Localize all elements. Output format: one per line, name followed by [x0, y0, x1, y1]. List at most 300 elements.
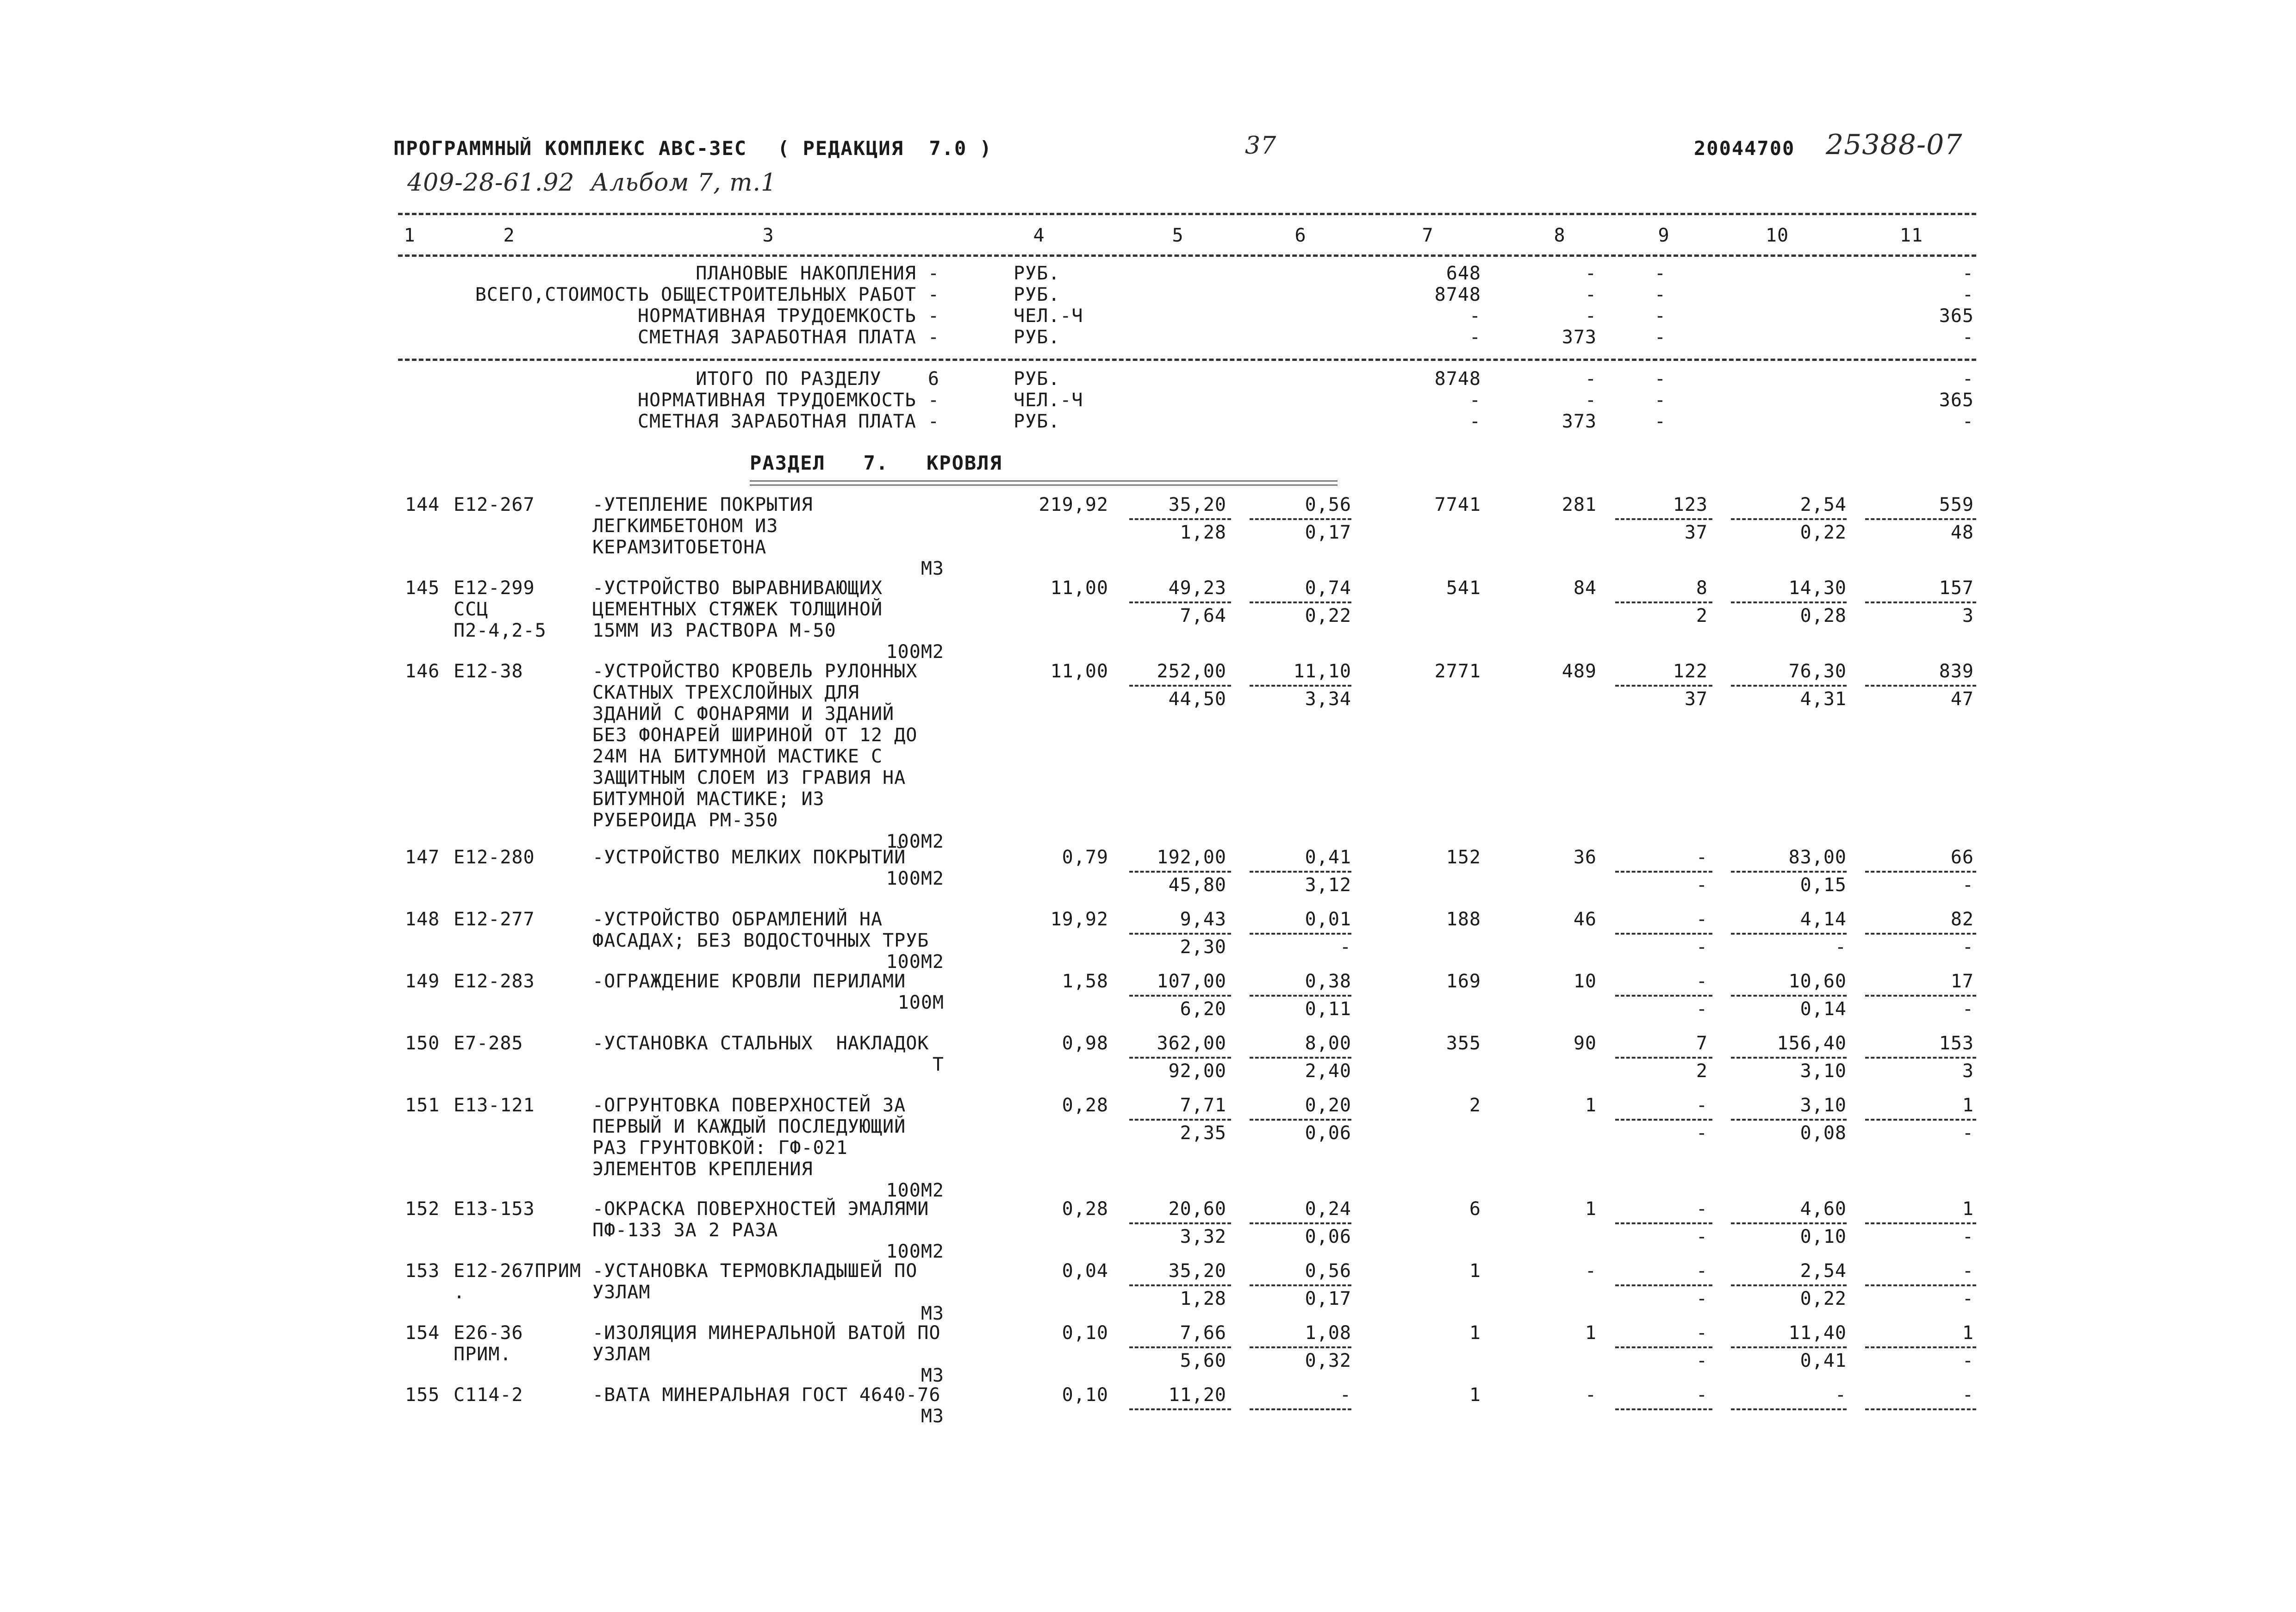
- row-col8: 1: [1585, 1198, 1597, 1220]
- row-number: 150: [405, 1033, 440, 1054]
- row-subrule: [1129, 1222, 1231, 1224]
- row-col5: 35,20: [1168, 494, 1226, 515]
- row-col4: 0,10: [1062, 1322, 1108, 1344]
- row-col4: 219,92: [1039, 494, 1108, 515]
- row-number: 144: [405, 494, 440, 515]
- row-col6: 0,56: [1305, 1260, 1351, 1282]
- row-col10-sub: 0,28: [1800, 605, 1847, 626]
- row-subrule: [1129, 685, 1231, 687]
- column-number: 7: [1422, 225, 1434, 246]
- row-col11: 66: [1950, 847, 1974, 868]
- row-subrule: [1865, 1346, 1976, 1348]
- row-col10: 11,40: [1788, 1322, 1847, 1344]
- row-col5: 107,00: [1157, 971, 1226, 992]
- column-number: 11: [1899, 225, 1923, 246]
- row-col6-sub: 3,34: [1305, 688, 1351, 710]
- row-subrule: [1865, 685, 1976, 687]
- row-col5: 252,00: [1157, 661, 1226, 682]
- row-subrule: [1250, 1284, 1351, 1286]
- row-col11: 559: [1939, 494, 1974, 515]
- row-col8: 84: [1573, 577, 1597, 599]
- row-description: -ОГРАЖДЕНИЕ КРОВЛИ ПЕРИЛАМИ: [592, 971, 906, 992]
- row-col5-sub: 6,20: [1180, 998, 1226, 1020]
- section-title: РАЗДЕЛ 7. КРОВЛЯ: [750, 452, 1002, 474]
- row-col9: 122: [1673, 661, 1708, 682]
- row-col9-sub: 2: [1696, 1060, 1708, 1082]
- row-col5: 192,00: [1157, 847, 1226, 868]
- row-subrule: [1615, 1346, 1712, 1348]
- row-col11: 17: [1950, 971, 1974, 992]
- row-description: УЗЛАМ: [592, 1282, 651, 1303]
- summary-col11: -: [1962, 263, 1974, 284]
- row-col10-sub: 4,31: [1800, 688, 1847, 710]
- row-col11-sub: -: [1962, 1226, 1974, 1247]
- row-col5-sub: 2,30: [1180, 936, 1226, 958]
- row-subrule: [1250, 1222, 1351, 1224]
- row-col6-sub: 2,40: [1305, 1060, 1351, 1082]
- row-subrule: [1731, 871, 1847, 873]
- row-col5: 35,20: [1168, 1260, 1226, 1282]
- row-col11-sub: -: [1962, 1288, 1974, 1309]
- row-col9-sub: -: [1696, 1122, 1708, 1144]
- row-col6: 0,56: [1305, 494, 1351, 515]
- row-col6: 0,38: [1305, 971, 1351, 992]
- summary-col8: -: [1585, 368, 1597, 390]
- row-col10-sub: 0,08: [1800, 1122, 1847, 1144]
- row-col5-sub: 3,32: [1180, 1226, 1226, 1247]
- row-description: БЕЗ ФОНАРЕЙ ШИРИНОЙ ОТ 12 ДО: [592, 725, 918, 746]
- row-col6: -: [1339, 1384, 1351, 1406]
- row-col10: 83,00: [1788, 847, 1847, 868]
- page-number: 37: [1245, 132, 1277, 160]
- row-description: -ВАТА МИНЕРАЛЬНАЯ ГОСТ 4640-76: [592, 1384, 941, 1406]
- row-col6: 0,24: [1305, 1198, 1351, 1220]
- row-col5-sub: 44,50: [1168, 688, 1226, 710]
- column-number: 5: [1172, 225, 1184, 246]
- row-col8: 90: [1573, 1033, 1597, 1054]
- row-col10: 156,40: [1777, 1033, 1847, 1054]
- row-col5-sub: 92,00: [1168, 1060, 1226, 1082]
- row-col6-sub: 0,32: [1305, 1350, 1351, 1371]
- row-col5-sub: 2,35: [1180, 1122, 1226, 1144]
- summary-col9: -: [1654, 263, 1666, 284]
- row-subrule: [1615, 933, 1712, 935]
- row-subrule: [1865, 518, 1976, 520]
- row-col9: -: [1696, 1322, 1708, 1344]
- row-col6: 0,20: [1305, 1095, 1351, 1116]
- row-col7: 169: [1446, 971, 1481, 992]
- row-col5-sub: 1,28: [1180, 522, 1226, 543]
- row-col11: 153: [1939, 1033, 1974, 1054]
- summary-col9: -: [1654, 284, 1666, 305]
- row-col10-sub: 3,10: [1800, 1060, 1847, 1082]
- row-col7: 1: [1469, 1260, 1481, 1282]
- row-col11: -: [1962, 1384, 1974, 1406]
- row-col7: 355: [1446, 1033, 1481, 1054]
- summary-unit: ЧЕЛ.-Ч: [1014, 390, 1083, 411]
- row-col4: 11,00: [1050, 577, 1108, 599]
- row-subrule: [1615, 518, 1712, 520]
- row-col9-sub: -: [1696, 936, 1708, 958]
- row-col8: -: [1585, 1260, 1597, 1282]
- summary-col8: -: [1585, 284, 1597, 305]
- row-col10-sub: 0,41: [1800, 1350, 1847, 1371]
- row-number: 154: [405, 1322, 440, 1344]
- row-col8: 1: [1585, 1095, 1597, 1116]
- row-col8: 489: [1562, 661, 1597, 682]
- row-subrule: [1129, 518, 1231, 520]
- row-description: -УСТАНОВКА СТАЛЬНЫХ НАКЛАДОК: [592, 1033, 929, 1054]
- row-col5: 20,60: [1168, 1198, 1226, 1220]
- row-col4: 19,92: [1050, 909, 1108, 930]
- row-col9: -: [1696, 1260, 1708, 1282]
- row-subrule: [1731, 1119, 1847, 1121]
- row-number: 149: [405, 971, 440, 992]
- row-code: Е12-283: [454, 971, 535, 992]
- row-subrule: [1250, 871, 1351, 873]
- row-unit: 100М2: [886, 641, 944, 663]
- row-col10: 10,60: [1788, 971, 1847, 992]
- edition-label: ( РЕДАКЦИЯ 7.0 ): [778, 137, 992, 160]
- column-number: 9: [1658, 225, 1670, 246]
- row-col6-sub: 0,06: [1305, 1226, 1351, 1247]
- row-col10-sub: -: [1835, 936, 1847, 958]
- row-col11-sub: -: [1962, 874, 1974, 896]
- row-subrule: [1865, 1408, 1976, 1410]
- row-col6-sub: 0,17: [1305, 1288, 1351, 1309]
- row-col6-sub: 0,11: [1305, 998, 1351, 1020]
- row-subrule: [1731, 933, 1847, 935]
- row-description: ЦЕМЕНТНЫХ СТЯЖЕК ТОЛЩИНОЙ: [592, 599, 883, 620]
- summary-col11: 365: [1939, 305, 1974, 327]
- summary-col7: 8748: [1434, 284, 1481, 305]
- row-subrule: [1615, 1119, 1712, 1121]
- row-col5: 7,66: [1180, 1322, 1226, 1344]
- row-col6-sub: 0,22: [1305, 605, 1351, 626]
- row-code: С114-2: [454, 1384, 523, 1406]
- row-unit: 100М: [897, 992, 944, 1013]
- row-col4: 0,04: [1062, 1260, 1108, 1282]
- row-col11-sub: -: [1962, 1122, 1974, 1144]
- row-description: БИТУМНОЙ МАСТИКЕ; ИЗ: [592, 788, 825, 810]
- row-subrule: [1865, 933, 1976, 935]
- row-description: -ОКРАСКА ПОВЕРХНОСТЕЙ ЭМАЛЯМИ: [592, 1198, 929, 1220]
- row-subrule: [1865, 1284, 1976, 1286]
- row-description: -УСТАНОВКА ТЕРМОВКЛАДЫШЕЙ ПО: [592, 1260, 918, 1282]
- row-subrule: [1615, 995, 1712, 997]
- row-number: 148: [405, 909, 440, 930]
- row-col6: 0,01: [1305, 909, 1351, 930]
- row-col10: 4,14: [1800, 909, 1847, 930]
- row-unit: 100М2: [886, 951, 944, 973]
- row-unit: М3: [921, 1365, 944, 1386]
- row-col7: 7741: [1434, 494, 1481, 515]
- row-number: 146: [405, 661, 440, 682]
- row-col7: 2771: [1434, 661, 1481, 682]
- row-col7: 188: [1446, 909, 1481, 930]
- summary-col7: 648: [1446, 263, 1481, 284]
- row-col4: 0,28: [1062, 1198, 1108, 1220]
- row-number: 152: [405, 1198, 440, 1220]
- row-subrule: [1129, 1408, 1231, 1410]
- row-unit: 100М2: [886, 1241, 944, 1262]
- summary-col11: -: [1962, 284, 1974, 305]
- row-unit: М3: [921, 1406, 944, 1427]
- row-description: КЕРАМЗИТОБЕТОНА: [592, 537, 767, 558]
- row-col6-sub: 3,12: [1305, 874, 1351, 896]
- row-col9-sub: 2: [1696, 605, 1708, 626]
- summary-col8: 373: [1562, 327, 1597, 348]
- row-col11: 157: [1939, 577, 1974, 599]
- row-description: -УСТРОЙСТВО КРОВЕЛЬ РУЛОННЫХ: [592, 661, 918, 682]
- row-description: УЗЛАМ: [592, 1344, 651, 1365]
- row-description: ПЕРВЫЙ И КАЖДЫЙ ПОСЛЕДУЮЩИЙ: [592, 1116, 906, 1137]
- row-description: -УТЕПЛЕНИЕ ПОКРЫТИЯ: [592, 494, 813, 515]
- row-subrule: [1731, 1408, 1847, 1410]
- row-col5-sub: 7,64: [1180, 605, 1226, 626]
- summary-separator: [398, 359, 1976, 361]
- summary-col9: -: [1654, 305, 1666, 327]
- handwritten-code: 25388-07: [1826, 129, 1963, 161]
- summary-col11: -: [1962, 368, 1974, 390]
- summary-unit: РУБ.: [1014, 368, 1060, 390]
- summary-col9: -: [1654, 368, 1666, 390]
- row-col7: 6: [1469, 1198, 1481, 1220]
- row-subrule: [1129, 601, 1231, 603]
- summary-label: ИТОГО ПО РАЗДЕЛУ 6: [696, 368, 940, 390]
- summary-col8: -: [1585, 390, 1597, 411]
- row-subrule: [1250, 685, 1351, 687]
- row-description: ЛЕГКИМБЕТОНОМ ИЗ: [592, 515, 778, 537]
- column-number: 6: [1294, 225, 1307, 246]
- row-col11-sub: -: [1962, 1350, 1974, 1371]
- row-number: 145: [405, 577, 440, 599]
- row-col11-sub: 3: [1962, 605, 1974, 626]
- column-number: 2: [503, 225, 515, 246]
- row-col11: 1: [1962, 1095, 1974, 1116]
- document-code: 20044700: [1694, 137, 1795, 160]
- row-code: Е12-277: [454, 909, 535, 930]
- row-number: 153: [405, 1260, 440, 1282]
- row-code: Е26-36: [454, 1322, 523, 1344]
- summary-unit: РУБ.: [1014, 327, 1060, 348]
- row-subrule: [1731, 601, 1847, 603]
- row-col5: 7,71: [1180, 1095, 1226, 1116]
- row-col11: 82: [1950, 909, 1974, 930]
- summary-col8: -: [1585, 263, 1597, 284]
- row-description: 15ММ ИЗ РАСТВОРА М-50: [592, 620, 836, 641]
- row-code: ССЦ: [454, 599, 489, 620]
- row-code: Е12-299: [454, 577, 535, 599]
- row-col7: 152: [1446, 847, 1481, 868]
- summary-col8: -: [1585, 305, 1597, 327]
- row-description: -УСТРОЙСТВО ВЫРАВНИВАЮЩИХ: [592, 577, 883, 599]
- row-col9: -: [1696, 1198, 1708, 1220]
- row-col9: 123: [1673, 494, 1708, 515]
- row-col8: -: [1585, 1384, 1597, 1406]
- row-subrule: [1129, 1119, 1231, 1121]
- row-subrule: [1129, 1346, 1231, 1348]
- row-subrule: [1615, 1408, 1712, 1410]
- summary-label: СМЕТНАЯ ЗАРАБОТНАЯ ПЛАТА -: [637, 327, 940, 348]
- row-subrule: [1731, 995, 1847, 997]
- row-description: СКАТНЫХ ТРЕХСЛОЙНЫХ ДЛЯ: [592, 682, 859, 703]
- row-code: П2-4,2-5: [454, 620, 547, 641]
- row-col6: 11,10: [1293, 661, 1351, 682]
- row-col10-sub: 0,10: [1800, 1226, 1847, 1247]
- summary-label: СМЕТНАЯ ЗАРАБОТНАЯ ПЛАТА -: [637, 411, 940, 432]
- summary-unit: РУБ.: [1014, 411, 1060, 432]
- row-unit: Т: [932, 1054, 944, 1075]
- row-col7: 1: [1469, 1384, 1481, 1406]
- summary-col7: 8748: [1434, 368, 1481, 390]
- row-code: Е13-153: [454, 1198, 535, 1220]
- row-col4: 0,28: [1062, 1095, 1108, 1116]
- row-description: -УСТРОЙСТВО ОБРАМЛЕНИЙ НА: [592, 909, 883, 930]
- row-subrule: [1865, 1057, 1976, 1059]
- row-col9-sub: 37: [1684, 522, 1708, 543]
- summary-col9: -: [1654, 390, 1666, 411]
- row-col8: 1: [1585, 1322, 1597, 1344]
- row-description: РАЗ ГРУНТОВКОЙ: ГФ-021: [592, 1137, 848, 1159]
- row-col7: 2: [1469, 1095, 1481, 1116]
- row-subrule: [1615, 1222, 1712, 1224]
- row-col5: 49,23: [1168, 577, 1226, 599]
- column-number: 8: [1554, 225, 1566, 246]
- summary-unit: ЧЕЛ.-Ч: [1014, 305, 1083, 327]
- row-col8: 46: [1573, 909, 1597, 930]
- row-code: Е13-121: [454, 1095, 535, 1116]
- summary-unit: РУБ.: [1014, 284, 1060, 305]
- column-number: 10: [1765, 225, 1789, 246]
- row-subrule: [1250, 933, 1351, 935]
- row-col9-sub: -: [1696, 998, 1708, 1020]
- summary-col7: -: [1469, 411, 1481, 432]
- row-col9-sub: 37: [1684, 688, 1708, 710]
- row-description: -ОГРУНТОВКА ПОВЕРХНОСТЕЙ ЗА: [592, 1095, 906, 1116]
- row-col11-sub: 48: [1950, 522, 1974, 543]
- row-code: Е12-267: [454, 494, 535, 515]
- row-subrule: [1250, 1346, 1351, 1348]
- row-subrule: [1865, 871, 1976, 873]
- row-subrule: [1250, 1057, 1351, 1059]
- row-col9-sub: -: [1696, 1350, 1708, 1371]
- row-col4: 0,10: [1062, 1384, 1108, 1406]
- row-col9-sub: -: [1696, 1288, 1708, 1309]
- row-subrule: [1615, 1057, 1712, 1059]
- row-subrule: [1250, 518, 1351, 520]
- row-subrule: [1731, 1284, 1847, 1286]
- row-subrule: [1250, 995, 1351, 997]
- row-col10: 3,10: [1800, 1095, 1847, 1116]
- row-description: ЗАЩИТНЫМ СЛОЕМ ИЗ ГРАВИЯ НА: [592, 767, 906, 788]
- row-code: Е12-38: [454, 661, 523, 682]
- row-col6: 0,41: [1305, 847, 1351, 868]
- summary-label: ВСЕГО,СТОИМОСТЬ ОБЩЕСТРОИТЕЛЬНЫХ РАБОТ -: [475, 284, 940, 305]
- row-subrule: [1250, 1408, 1351, 1410]
- row-subrule: [1250, 1119, 1351, 1121]
- summary-col8: 373: [1562, 411, 1597, 432]
- row-col5-sub: 45,80: [1168, 874, 1226, 896]
- row-number: 155: [405, 1384, 440, 1406]
- summary-label: НОРМАТИВНАЯ ТРУДОЕМКОСТЬ -: [637, 305, 940, 327]
- row-col10: 2,54: [1800, 1260, 1847, 1282]
- row-subrule: [1865, 601, 1976, 603]
- row-subrule: [1615, 871, 1712, 873]
- row-col6: 0,74: [1305, 577, 1351, 599]
- header-top-rule: [398, 213, 1976, 215]
- row-description: ЗДАНИЙ С ФОНАРЯМИ И ЗДАНИЙ: [592, 703, 895, 725]
- row-description: -УСТРОЙСТВО МЕЛКИХ ПОКРЫТИЙ: [592, 847, 906, 868]
- row-col11-sub: -: [1962, 998, 1974, 1020]
- column-number: 3: [762, 225, 774, 246]
- summary-label: ПЛАНОВЫЕ НАКОПЛЕНИЯ -: [696, 263, 940, 284]
- row-col10: -: [1835, 1384, 1847, 1406]
- row-description: 24М НА БИТУМНОЙ МАСТИКЕ С: [592, 746, 883, 767]
- album-note: 409-28-61.92 Альбом 7, т.1: [407, 169, 777, 197]
- summary-col7: -: [1469, 305, 1481, 327]
- row-col4: 11,00: [1050, 661, 1108, 682]
- summary-col11: -: [1962, 411, 1974, 432]
- row-subrule: [1129, 1284, 1231, 1286]
- row-subrule: [1731, 1346, 1847, 1348]
- row-col10-sub: 0,15: [1800, 874, 1847, 896]
- row-unit: 100М2: [886, 831, 944, 852]
- row-unit: М3: [921, 558, 944, 579]
- row-unit: 100М2: [886, 1180, 944, 1201]
- summary-unit: РУБ.: [1014, 263, 1060, 284]
- row-col6: 1,08: [1305, 1322, 1351, 1344]
- row-col6-sub: 0,06: [1305, 1122, 1351, 1144]
- header-bottom-rule: [398, 254, 1976, 257]
- row-col5: 9,43: [1180, 909, 1226, 930]
- row-col9-sub: -: [1696, 1226, 1708, 1247]
- row-code: Е12-267ПРИМ: [454, 1260, 581, 1282]
- row-col9: 8: [1696, 577, 1708, 599]
- summary-col7: -: [1469, 327, 1481, 348]
- row-code: Е12-280: [454, 847, 535, 868]
- row-col9: -: [1696, 971, 1708, 992]
- row-code: Е7-285: [454, 1033, 523, 1054]
- row-subrule: [1865, 1119, 1976, 1121]
- row-number: 151: [405, 1095, 440, 1116]
- row-subrule: [1129, 933, 1231, 935]
- row-description: -ИЗОЛЯЦИЯ МИНЕРАЛЬНОЙ ВАТОЙ ПО: [592, 1322, 941, 1344]
- summary-label: НОРМАТИВНАЯ ТРУДОЕМКОСТЬ -: [637, 390, 940, 411]
- row-col11-sub: 3: [1962, 1060, 1974, 1082]
- row-col11-sub: 47: [1950, 688, 1974, 710]
- row-subrule: [1615, 1284, 1712, 1286]
- row-col10: 76,30: [1788, 661, 1847, 682]
- row-col7: 1: [1469, 1322, 1481, 1344]
- row-col9: -: [1696, 847, 1708, 868]
- row-col11: -: [1962, 1260, 1974, 1282]
- summary-col11: -: [1962, 327, 1974, 348]
- row-col10-sub: 0,14: [1800, 998, 1847, 1020]
- row-subrule: [1615, 601, 1712, 603]
- column-number: 4: [1033, 225, 1045, 246]
- row-col8: 10: [1573, 971, 1597, 992]
- row-col10-sub: 0,22: [1800, 1288, 1847, 1309]
- row-col10: 4,60: [1800, 1198, 1847, 1220]
- row-subrule: [1129, 871, 1231, 873]
- row-number: 147: [405, 847, 440, 868]
- row-col5-sub: 5,60: [1180, 1350, 1226, 1371]
- summary-col11: 365: [1939, 390, 1974, 411]
- row-subrule: [1129, 995, 1231, 997]
- row-col11: 839: [1939, 661, 1974, 682]
- summary-col7: -: [1469, 390, 1481, 411]
